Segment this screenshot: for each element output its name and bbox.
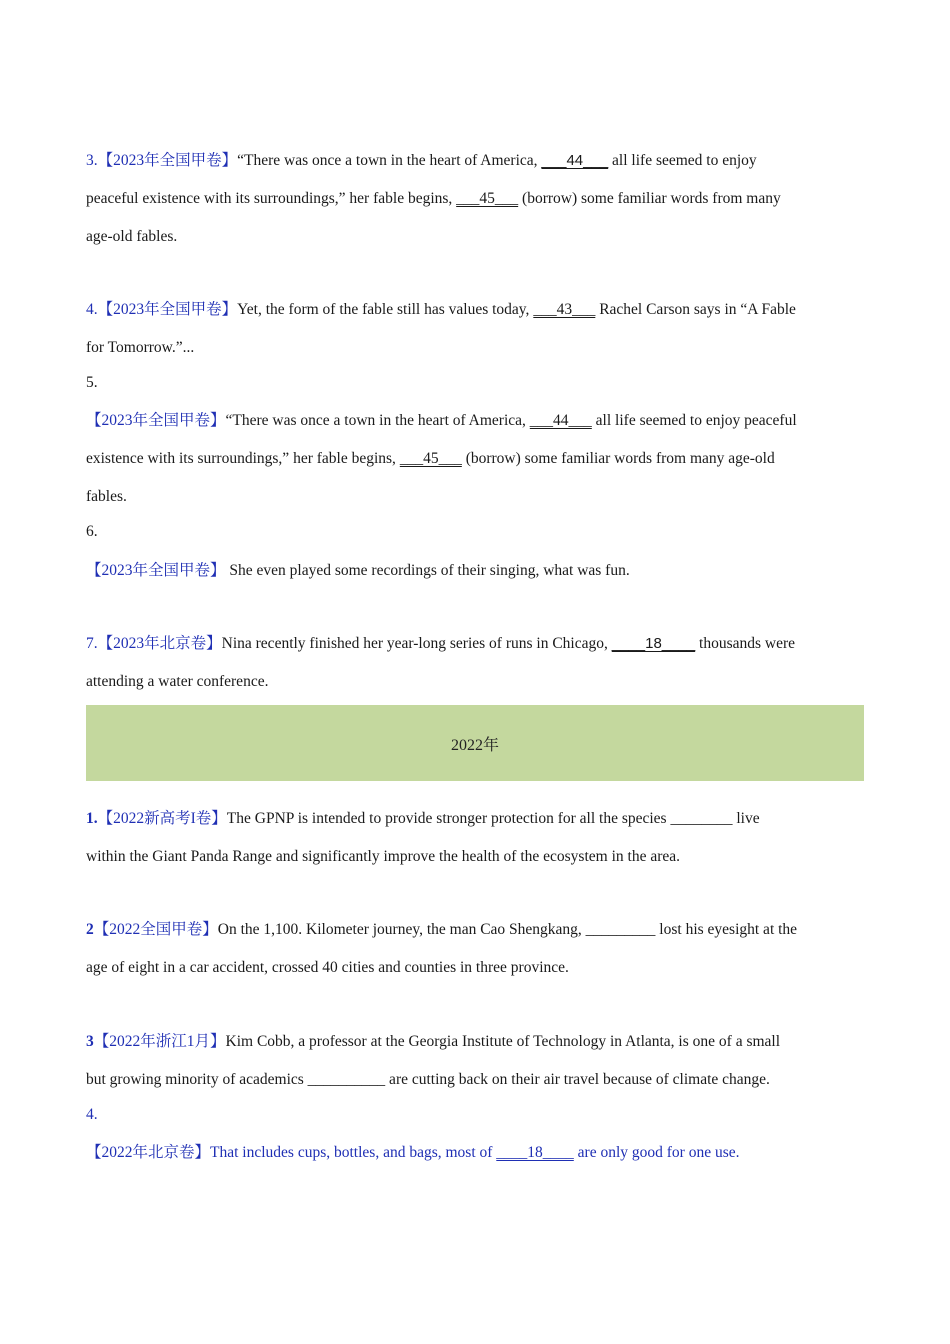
item-2022-4-number: 4. (86, 1106, 98, 1123)
year-section-banner (86, 705, 864, 781)
item-5-line-2 (86, 449, 775, 469)
sentence-text: “There was once a town in the heart of America, (225, 412, 530, 429)
section-title: 2022年 (450, 736, 499, 754)
source-tag: 【2022年浙江1月】 (93, 1033, 226, 1050)
sentence-text: That includes cups, bottles, and bags, most of (210, 1144, 497, 1161)
item-number: 4. (86, 301, 98, 318)
item-4-line-1 (86, 300, 796, 320)
item-2022-1-line-2: within the Giant Panda Range and significantly improve the health of the ecosystem in the area. (86, 848, 680, 865)
item-3-line-2 (86, 189, 781, 209)
item-7-line-1 (86, 634, 795, 654)
item-5-number: 5. (86, 374, 98, 391)
sentence-text: peaceful existence with its surroundings,” her fable begins, (86, 190, 457, 207)
item-5-line-3: fables. (86, 488, 127, 505)
sentence-text: On the 1,100. Kilometer journey, the man Cao Shengkang, _________ lost his eyesight at the (217, 921, 798, 938)
item-4-line-2: for Tomorrow.”... (86, 339, 195, 356)
answer-blank: ___44___ (541, 152, 609, 169)
item-6-line-1 (86, 561, 630, 581)
sentence-text: existence with its surroundings,” her fable begins, (86, 450, 400, 467)
source-tag: 【2023年全国甲卷】 (86, 412, 226, 429)
item-3-line-3: age-old fables. (86, 228, 178, 245)
source-tag: 【2023年全国甲卷】 (97, 152, 238, 169)
sentence-text: Rachel Carson says in “A Fable (595, 301, 796, 318)
item-2022-1-line-1 (86, 809, 760, 829)
item-5-line-1 (86, 411, 797, 431)
item-2022-3-line-2: but growing minority of academics __________ are cutting back on their air travel because of climate change. (86, 1071, 770, 1088)
item-number: 3. (86, 152, 98, 169)
sentence-text: She even played some recordings of their singing, what was fun. (225, 562, 630, 579)
source-tag: 【2022新高考I卷】 (97, 810, 227, 827)
source-tag: 【2023年全国甲卷】 (97, 301, 238, 318)
answer-blank: ___44___ (529, 412, 592, 429)
item-7-line-2: attending a water conference. (86, 673, 269, 690)
sentence-text: Nina recently finished her year-long series of runs in Chicago, (221, 635, 612, 652)
source-tag: 【2022年北京卷】 (86, 1144, 211, 1161)
item-6-number: 6. (86, 523, 98, 540)
answer-blank: ____18____ (496, 1144, 574, 1161)
answer-blank: ___45___ (399, 450, 462, 467)
item-number: 1. (86, 810, 98, 827)
sentence-text: Kim Cobb, a professor at the Georgia Institute of Technology in Atlanta, is one of a small (225, 1033, 781, 1050)
item-number: 3 (86, 1033, 94, 1050)
answer-blank: ___45___ (456, 190, 519, 207)
sentence-text: thousands were (695, 635, 796, 652)
item-3-line-1 (86, 151, 757, 171)
source-tag: 【2023年北京卷】 (97, 635, 222, 652)
source-tag: 【2022全国甲卷】 (93, 921, 218, 938)
item-number: 7. (86, 635, 98, 652)
item-2022-4-line-1 (86, 1143, 740, 1163)
answer-blank: ____18____ (611, 635, 696, 652)
answer-blank: ___43___ (533, 301, 596, 318)
sentence-text: “There was once a town in the heart of America, (237, 152, 542, 169)
item-number: 2 (86, 921, 94, 938)
sentence-text: all life seemed to enjoy peaceful (591, 412, 797, 429)
sentence-text: Yet, the form of the fable still has values today, (237, 301, 534, 318)
sentence-text: (borrow) some familiar words from many (518, 190, 781, 207)
sentence-text: are only good for one use. (573, 1144, 740, 1161)
item-2022-3-line-1 (86, 1032, 780, 1052)
sentence-text: (borrow) some familiar words from many age-old (461, 450, 775, 467)
source-tag: 【2023年全国甲卷】 (86, 562, 226, 579)
sentence-text: The GPNP is intended to provide stronger protection for all the species ________ live (226, 810, 760, 827)
item-2022-2-line-1 (86, 920, 797, 940)
sentence-text: all life seemed to enjoy (608, 152, 757, 169)
item-2022-2-line-2: age of eight in a car accident, crossed 40 cities and counties in three province. (86, 959, 569, 976)
